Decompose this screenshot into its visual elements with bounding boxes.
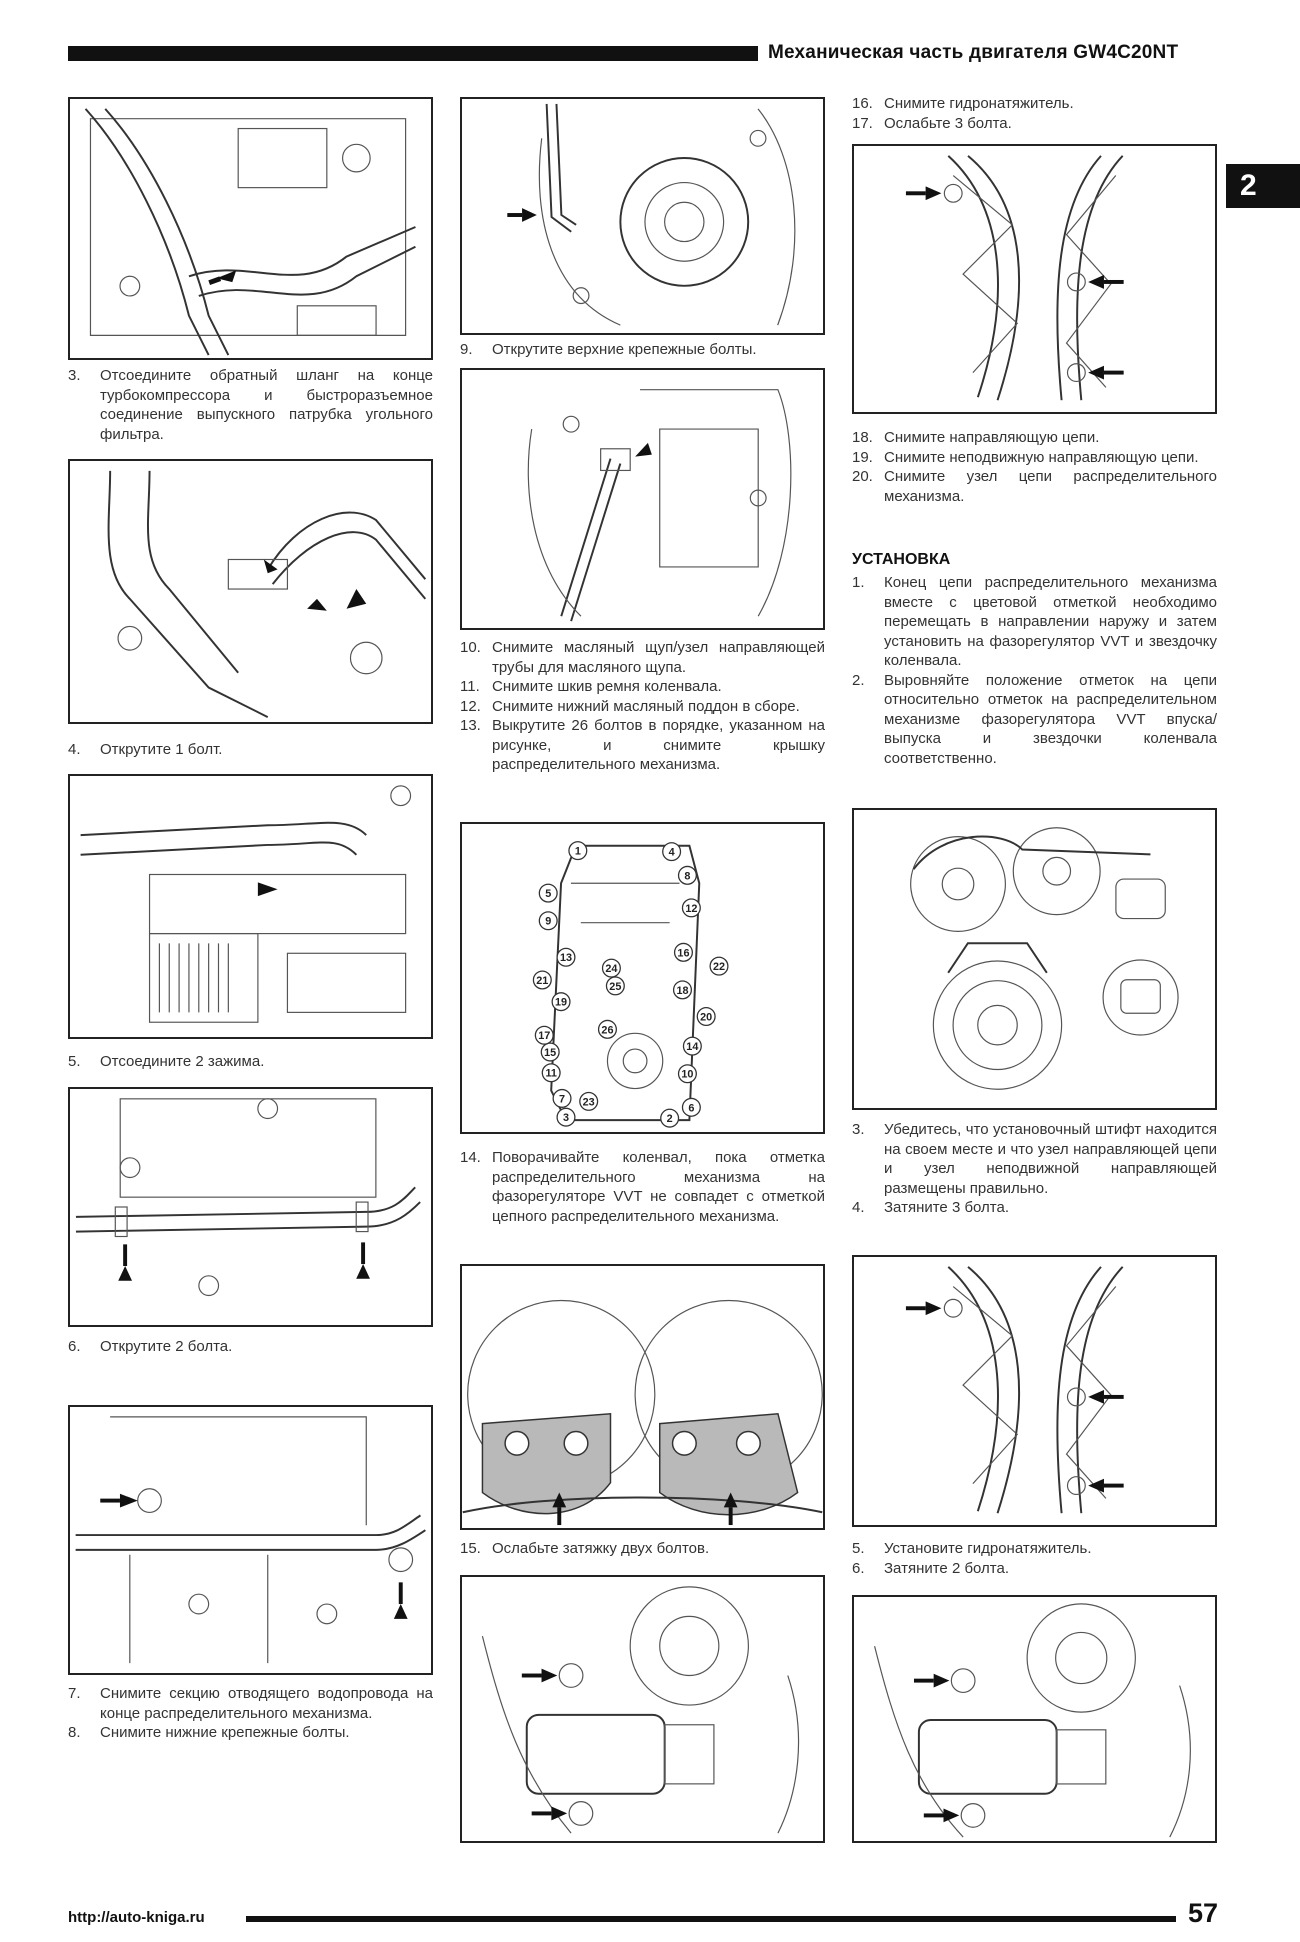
bolt-label: 11 xyxy=(545,1067,557,1080)
caption-item: 19. Снимите неподвижную направляющую цепи. xyxy=(852,448,1199,466)
bolt-label: 26 xyxy=(601,1024,614,1037)
caption-item: 1. Конец цепи распределительного механизма вместе с цветовой отметкой необходимо перемещать в направлении наружу и затем установить на фазорегулятор VVT и звездочку коленвала. xyxy=(852,574,1217,669)
caption-group-c3-top xyxy=(852,94,1217,133)
figure-clamps-2 xyxy=(68,774,433,1039)
footer-bar xyxy=(246,1916,1176,1922)
page-header-title: Механическая часть двигателя GW4C20NT xyxy=(768,42,1179,63)
caption-group-c2-2 xyxy=(460,638,825,775)
bolt-label: 10 xyxy=(681,1068,694,1081)
caption-item: 14. Поворачивайте коленвал, пока отметка распределительного механизма на фазорегуляторе VVT не совпадет с отметкой цепного распределительного механизма. xyxy=(460,1149,825,1225)
caption-group-c2-4 xyxy=(460,1539,825,1559)
caption-group-c3-install-3 xyxy=(852,1539,1217,1578)
caption-group-c1-5 xyxy=(68,1684,433,1743)
bolt-label: 20 xyxy=(700,1011,713,1024)
caption-item: 6. Затяните 2 болта. xyxy=(852,1559,1010,1577)
caption-item: 13. Выкрутите 26 болтов в порядке, указанном на рисунке, и снимите крышку распределительного механизма. xyxy=(460,717,825,773)
caption-item: 6. Открутите 2 болта. xyxy=(68,1338,233,1355)
bolt-label: 3 xyxy=(562,1112,570,1125)
figure-tensioner-loosen xyxy=(460,1575,825,1843)
caption-item: 15. Ослабьте затяжку двух болтов. xyxy=(460,1540,710,1557)
caption-group-c2-1 xyxy=(460,340,825,360)
bolt-label: 4 xyxy=(668,846,675,859)
bolt-label: 25 xyxy=(609,980,622,993)
header-bar xyxy=(68,46,758,61)
bolt-label: 12 xyxy=(685,902,698,915)
figure-upper-bolts xyxy=(460,97,825,335)
caption-item: 8. Снимите нижние крепежные болты. xyxy=(68,1724,350,1741)
caption-item: 11. Снимите шкив ремня коленвала. xyxy=(460,678,722,695)
caption-item: 10. Снимите масляный щуп/узел направляющей трубы для масляного щупа. xyxy=(460,639,825,676)
bolt-label: 21 xyxy=(536,974,549,987)
figure-bolt-sequence xyxy=(460,822,825,1134)
figure-water-pipe xyxy=(68,1405,433,1675)
bolt-label: 9 xyxy=(545,915,552,928)
caption-item: 20. Снимите узел цепи распределительного механизма. xyxy=(852,468,1217,505)
bolt-label: 24 xyxy=(605,963,618,976)
caption-item: 4. Затяните 3 болта. xyxy=(852,1199,1010,1216)
figure-timing-marks xyxy=(852,808,1217,1110)
caption-group-c1-3 xyxy=(68,1052,433,1072)
footer-url[interactable]: http://auto-kniga.ru xyxy=(68,1909,205,1926)
caption-item: 18. Снимите направляющую цепи. xyxy=(852,429,1100,446)
caption-group-c1-1 xyxy=(68,366,433,444)
bolt-label: 7 xyxy=(559,1093,566,1106)
bolt-label: 1 xyxy=(574,845,581,858)
bolt-label: 18 xyxy=(676,984,689,997)
caption-item: 4. Открутите 1 болт. xyxy=(68,741,223,758)
caption-group-c1-2 xyxy=(68,740,433,760)
bolt-label: 6 xyxy=(688,1102,695,1115)
bolt-label: 17 xyxy=(538,1030,551,1043)
caption-group-c3-install-1 xyxy=(852,573,1217,768)
caption-item: 2. Выровняйте положение отметок на цепи относительно отметок на распределительном механизме фазорегулятора VVT впуска/выпуска и звездочки коленвала соответственно. xyxy=(852,671,1217,767)
figure-bolts-2 xyxy=(68,1087,433,1327)
caption-item: 5. Установите гидронатяжитель. xyxy=(852,1540,1092,1557)
caption-item: 7. Снимите секцию отводящего водопровода на конце распределительного механизма. xyxy=(68,1685,433,1722)
bolt-label: 19 xyxy=(555,996,568,1009)
caption-item: 16. Снимите гидронатяжитель. xyxy=(852,95,1074,112)
caption-item: 17. Ослабьте 3 болта. xyxy=(852,114,1012,132)
bolt-label: 16 xyxy=(677,947,690,960)
bolt-label: 14 xyxy=(686,1041,699,1054)
bolt-label: 13 xyxy=(559,952,573,965)
figure-chain-guides xyxy=(852,144,1217,414)
caption-group-c3-mid xyxy=(852,428,1217,506)
figure-dipstick xyxy=(460,368,825,630)
figure-turbo-hose xyxy=(68,97,433,360)
caption-item: 9. Открутите верхние крепежные болты. xyxy=(460,341,757,358)
bolt-label: 5 xyxy=(545,888,552,901)
caption-group-c1-4 xyxy=(68,1337,433,1357)
figure-tensioner-tighten xyxy=(852,1595,1217,1843)
figure-chain-guides-install xyxy=(852,1255,1217,1527)
bolt-label: 15 xyxy=(544,1046,557,1059)
section-title-install: УСТАНОВКА xyxy=(852,551,951,568)
page-number: 57 xyxy=(1188,1898,1219,1928)
caption-item: 3. Отсоедините обратный шланг на конце турбокомпрессора и быстроразъемное соединение выпускного патрубка угольного фильтра. xyxy=(68,367,433,443)
figure-bolt-1 xyxy=(68,459,433,724)
bolt-label: 23 xyxy=(582,1096,595,1109)
caption-item: 3. Убедитесь, что установочный штифт находится на своем месте и что узел направляющей цепи и узел неподвижной направляющей размещены правильно. xyxy=(852,1121,1217,1197)
chapter-tab: 2 xyxy=(1226,164,1300,208)
bolt-label: 8 xyxy=(684,870,691,883)
caption-group-c2-3 xyxy=(460,1148,825,1226)
bolt-label: 2 xyxy=(666,1113,673,1126)
caption-item: 5. Отсоедините 2 зажима. xyxy=(68,1053,265,1070)
bolt-label: 22 xyxy=(712,961,726,974)
caption-item: 12. Снимите нижний масляный поддон в сборе. xyxy=(460,697,800,715)
figure-vvt-marks xyxy=(460,1264,825,1530)
caption-group-c3-install-2 xyxy=(852,1120,1217,1218)
